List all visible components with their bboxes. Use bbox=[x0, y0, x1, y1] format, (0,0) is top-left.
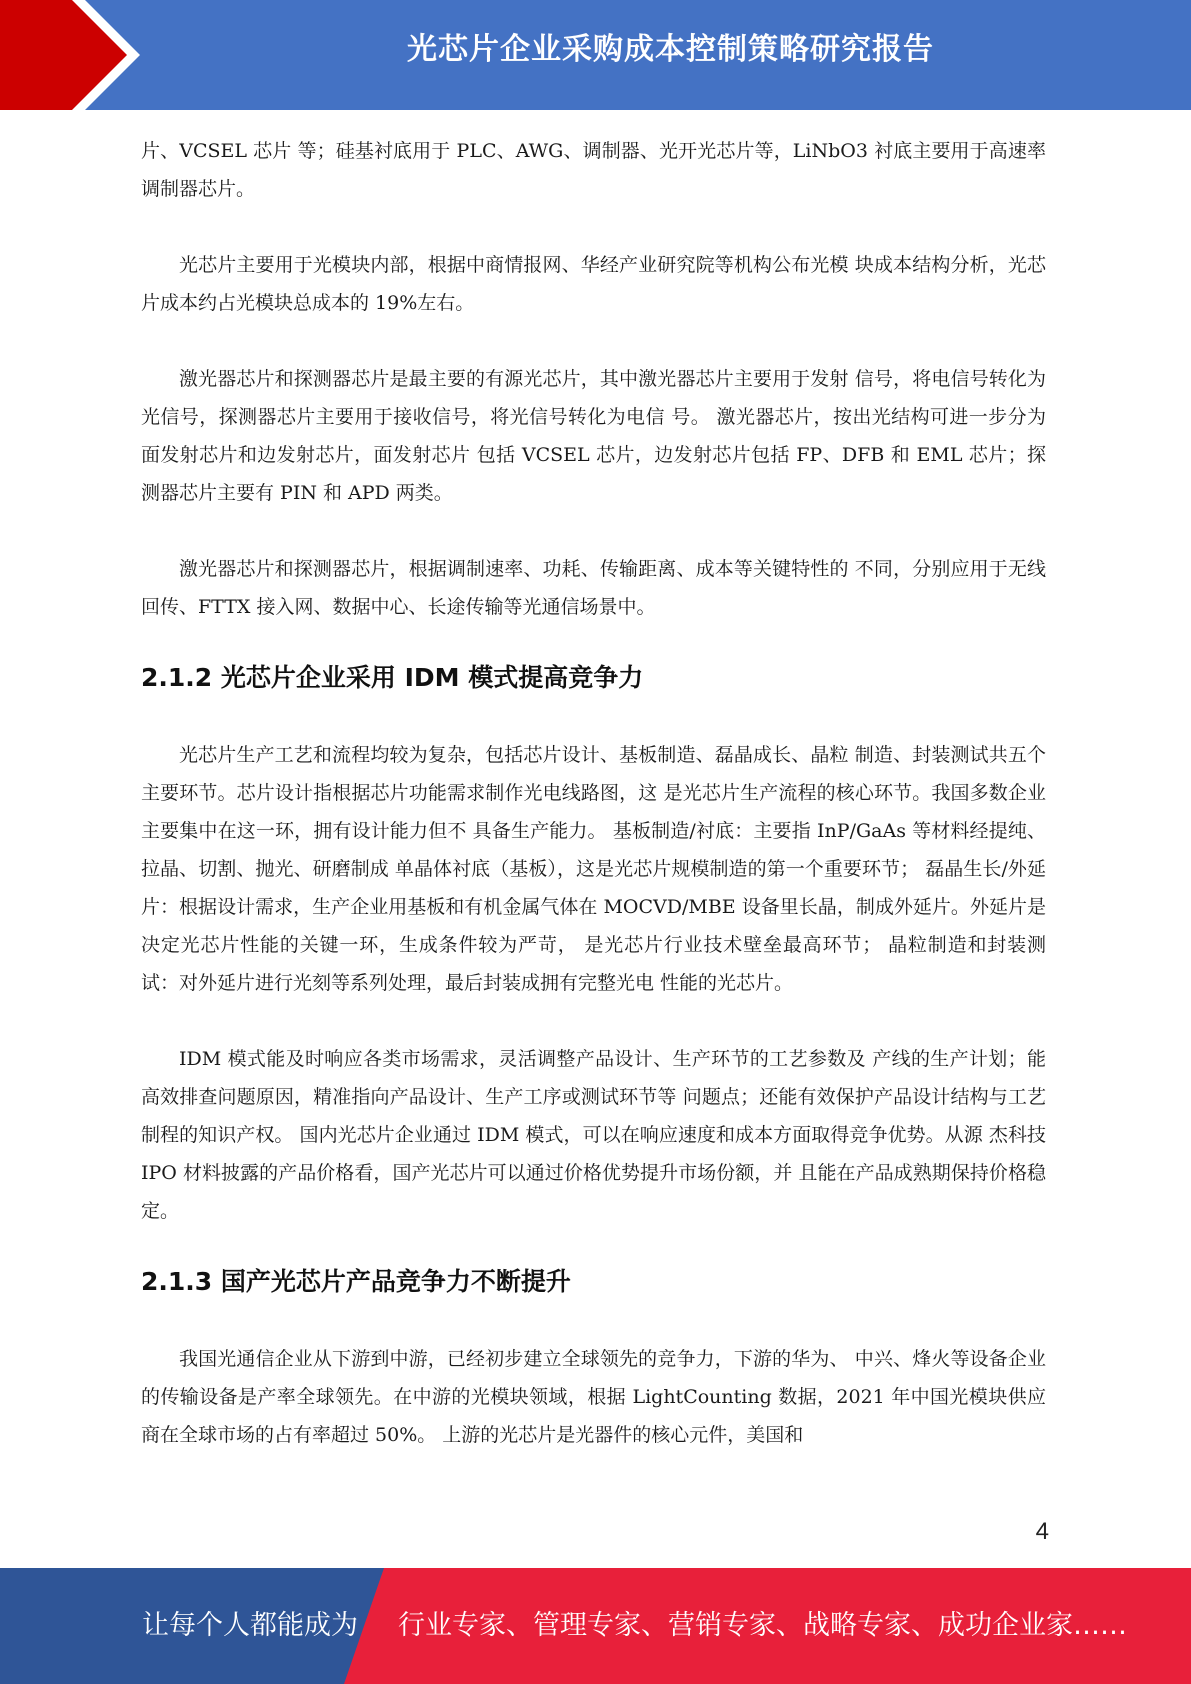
paragraph: 我国光通信企业从下游到中游，已经初步建立全球领先的竞争力，下游的华为、 中兴、烽火等设备企业的传输设备是产率全球领先。在中游的光模块领域，根据 LightCounting 数据，2021 年中国光模块供应商在全球市场的占有率超过 50%。 上游的光芯片是光器件的核心元件，美国和 bbox=[141, 1348, 1046, 1446]
footer-slogan-left: 让每个人都能成为 bbox=[142, 1610, 358, 1641]
footer-slogan-right: 行业专家、管理专家、营销专家、战略专家、成功企业家…… bbox=[398, 1610, 1127, 1641]
page-number: 4 bbox=[1035, 1518, 1049, 1545]
section-heading: 2.1.2 光芯片企业采用 IDM 模式提高竞争力 bbox=[141, 663, 644, 692]
page-footer bbox=[0, 1568, 1191, 1684]
paragraph: 片、VCSEL 芯片 等；硅基衬底用于 PLC、AWG、调制器、光开光芯片等，LiNbO3 衬底主要用于高速率调制器芯片。 bbox=[141, 140, 1046, 200]
document-body bbox=[141, 132, 1046, 1454]
paragraph: 光芯片主要用于光模块内部，根据中商情报网、华经产业研究院等机构公布光模 块成本结构分析，光芯片成本约占光模块总成本的 19%左右。 bbox=[141, 254, 1046, 314]
report-title: 光芯片企业采购成本控制策略研究报告 bbox=[407, 32, 934, 67]
paragraph: 激光器芯片和探测器芯片，根据调制速率、功耗、传输距离、成本等关键特性的 不同，分别应用于无线回传、FTTX 接入网、数据中心、长途传输等光通信场景中。 bbox=[141, 558, 1046, 618]
page-header bbox=[0, 0, 1191, 110]
header-chevron-decoration bbox=[0, 0, 150, 110]
paragraph: 激光器芯片和探测器芯片是最主要的有源光芯片，其中激光器芯片主要用于发射 信号，将电信号转化为光信号，探测器芯片主要用于接收信号，将光信号转化为电信 号。 激光器芯片，按出光结构可进一步分为面发射芯片和边发射芯片，面发射芯片 包括 VCSEL 芯片，边发射芯片包括 FP、DFB 和 EML 芯片；探测器芯片主要有 PIN 和 APD 两类。 bbox=[141, 368, 1046, 504]
paragraph: 光芯片生产工艺和流程均较为复杂，包括芯片设计、基板制造、磊晶成长、晶粒 制造、封装测试共五个主要环节。芯片设计指根据芯片功能需求制作光电线路图，这 是光芯片生产流程的核心环节。我国多数企业主要集中在这一环，拥有设计能力但不 具备生产能力。 基板制造/衬底：主要指 InP/GaAs 等材料经提纯、拉晶、切割、抛光、研磨制成 单晶体衬底（基板），这是光芯片规模制造的第一个重要环节； 磊晶生长/外延片：根据设计需求，生产企业用基板和有机金属气体在 MOCVD/MBE 设备里长晶，制成外延片。外延片是决定光芯片性能的关键一环，生成条件较为严苛， 是光芯片行业技术壁垒最高环节； 晶粒制造和封装测试：对外延片进行光刻等系列处理，最后封装成拥有完整光电 性能的光芯片。 bbox=[141, 744, 1046, 994]
paragraph: IDM 模式能及时响应各类市场需求，灵活调整产品设计、生产环节的工艺参数及 产线的生产计划；能高效排查问题原因，精准指向产品设计、生产工序或测试环节等 问题点；还能有效保护产品设计结构与工艺制程的知识产权。 国内光芯片企业通过 IDM 模式，可以在响应速度和成本方面取得竞争优势。从源 杰科技 IPO 材料披露的产品价格看，国产光芯片可以通过价格优势提升市场份额，并 且能在产品成熟期保持价格稳定。 bbox=[141, 1048, 1046, 1222]
section-heading: 2.1.3 国产光芯片产品竞争力不断提升 bbox=[141, 1267, 571, 1296]
